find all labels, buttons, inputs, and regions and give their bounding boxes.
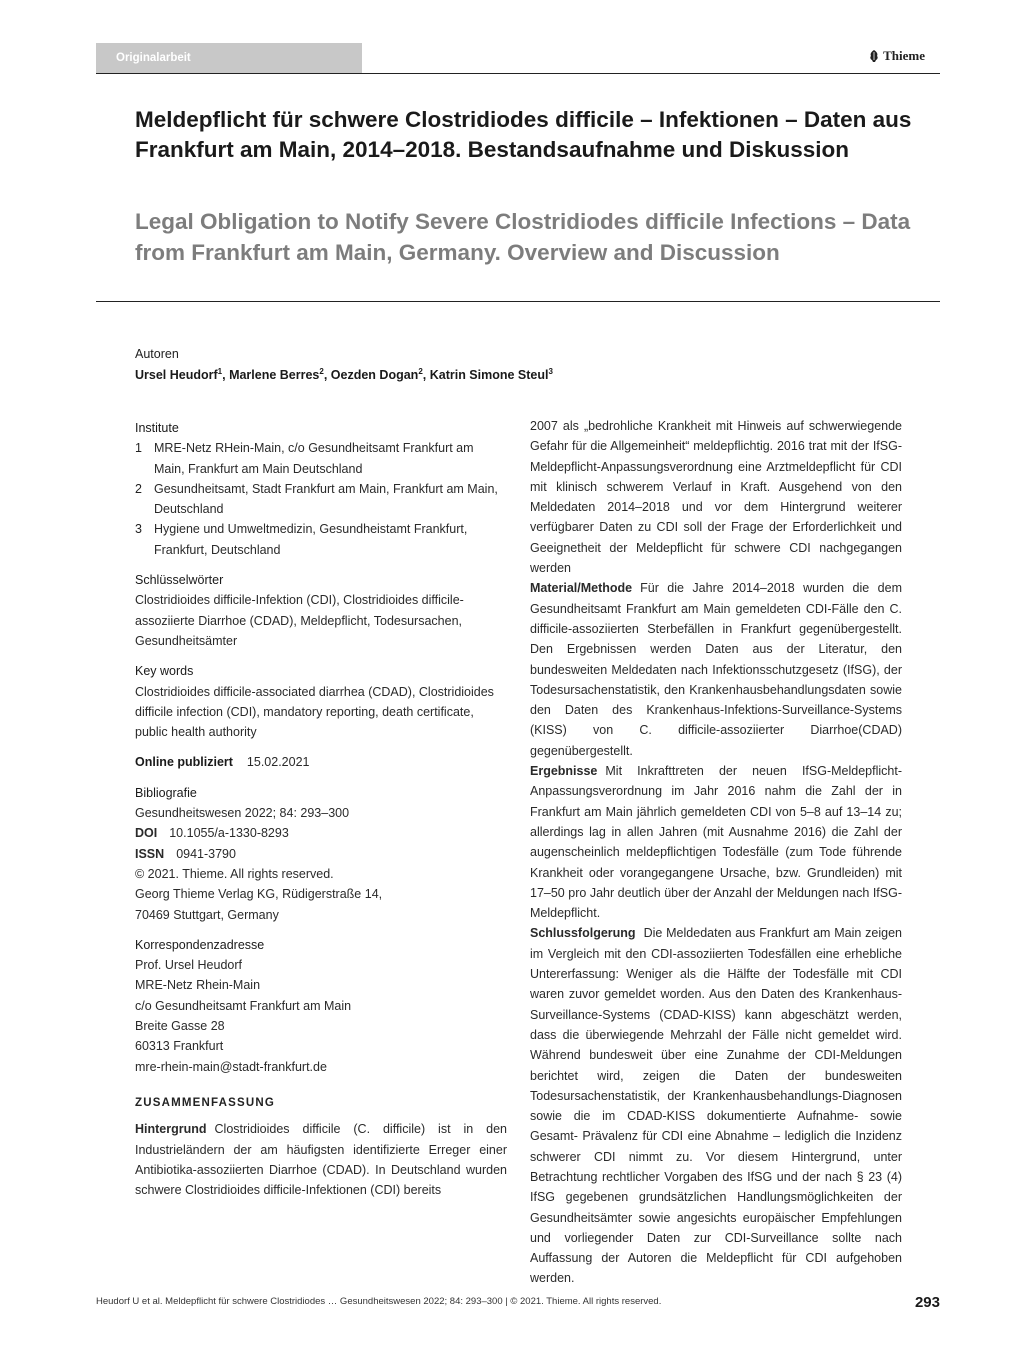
bibliography-label: Bibliografie — [135, 785, 197, 800]
keywords-de-text: Clostridioides difficile-Infektion (CDI), Clostridioides difficile-assoziierte Diarrhoe (CDAD), Meldepflicht, Todesursachen, Gesundheitsämter — [135, 593, 464, 648]
keywords-en-text: Clostridioides difficile-associated diarrhea (CDAD), Clostridioides difficile infection (CDI), mandatory reporting, death certificate, public health authority — [135, 684, 494, 740]
correspondence-line: 60313 Frankfurt — [135, 1039, 224, 1054]
background-label: Hintergrund — [135, 1122, 207, 1137]
summary-methods — [530, 578, 902, 761]
left-column — [135, 418, 507, 1200]
header-rule — [96, 73, 940, 74]
online-label: Online publiziert — [135, 755, 233, 770]
title-english: Legal Obligation to Notify Severe Clostridiodes difficile Infections – Data from Frankfurt am Main, Germany. Overview and Discussion — [135, 209, 911, 265]
section-tag: Originalarbeit — [96, 43, 362, 74]
publisher-name: Thieme — [883, 48, 925, 63]
author: Marlene Berres$^2$, — [229, 367, 331, 383]
online-date: 15.02.2021 — [246, 755, 310, 770]
summary-results — [530, 761, 902, 923]
correspondence-line: c/o Gesundheitsamt Frankfurt am Main — [135, 998, 352, 1013]
summary-conclusion — [530, 923, 902, 1288]
conclusion-label: Schlussfolgerung — [530, 926, 636, 941]
issn-value: 0941-3790 — [176, 846, 236, 861]
correspondence-line: MRE-Netz Rhein-Main — [135, 978, 261, 993]
correspondence-label: Korrespondenzadresse — [135, 937, 265, 952]
results-text: Mit Inkrafttreten der neuen IfSG-Meldepflicht-Anpassungsverordnung im Jahr 2016 nahm die Zahl der in Frankfurt am Main jährlich gemeldeten CDI von 5–8 auf 13–14 zu; allerdings lag in allen Jahren (mit Ausnahme 2016) die Zahl der augenscheinlich meldepflichtigen Todesfälle (zum Tode führende Krankheit oder vorangegangene Ursache, bzw. Grundleiden) mit 17–50 pro Jahr deutlich über der Anzahl der Meldungen nach IfSG-Meldepflicht. — [530, 764, 902, 921]
title-rule — [96, 301, 940, 302]
thieme-logo-icon — [869, 50, 879, 62]
authors-label: Autoren — [135, 347, 179, 361]
correspondence-email[interactable]: mre-rhein-main@stadt-frankfurt.de — [135, 1059, 327, 1074]
correspondence-line: Prof. Ursel Heudorf — [135, 958, 242, 973]
keywords-de-label: Schlüsselwörter — [135, 573, 224, 588]
publisher-address: Georg Thieme Verlag KG, Rüdigerstraße 14, — [135, 887, 383, 902]
correspondence-line: Breite Gasse 28 — [135, 1019, 225, 1034]
summary-background — [135, 1119, 507, 1200]
publisher-brand — [869, 48, 925, 64]
list-item: 2 Gesundheitsamt, Stadt Frankfurt am Main, Frankfurt am Main, Deutschland — [135, 481, 498, 517]
authors-block — [135, 345, 553, 384]
keywords-en-section — [135, 661, 507, 742]
publisher-address: 70469 Stuttgart, Germany — [135, 907, 279, 922]
copyright: © 2021. Thieme. All rights reserved. — [135, 866, 334, 881]
author: Oezden Dogan$^2$, — [330, 367, 430, 383]
right-column — [530, 416, 902, 1289]
institutes-label: Institute — [135, 421, 179, 435]
online-published — [135, 752, 507, 772]
doi-value[interactable]: 10.1055/a-1330-8293 — [169, 826, 289, 841]
methods-text: Für die Jahre 2014–2018 wurden die dem Gesundheitsamt Frankfurt am Main gemeldeten CDI-Fälle den C. difficile-assoziierten Sterbefällen in Frankfurt gegenübergestellt. Den Ergebnissen werden Daten aus der Literatur, den bundesweiten Meldedaten nach Infektionsschutzgesetz (IfSG), der Todesursachenstatistik, den Krankenhausbehandlungsdaten sowie den Daten des Krankenhaus-Infektions-Surveillance-Systems (KISS) von C. difficile-assoziierter Diarrhoe(CDAD) gegenübergestellt. — [530, 581, 902, 758]
keywords-en-label: Key words — [135, 664, 194, 679]
title-german: Meldepflicht für schwere Clostridiodes difficile – Infektionen – Daten aus Frankfurt am Main, 2014–2018. Bestandsaufnahme und Diskussion — [135, 107, 912, 162]
correspondence-section — [135, 935, 507, 1077]
background-text-left: Clostridioides difficile (C. difficile) ist in den Industrieländern der am häufigsten identifizierte Erreger einer Antibiotika-assoziierten Diarrhoe (CDAD). In Deutschland wurden schwere Clostridioides difficile-Infektionen (CDI) bereits — [135, 1122, 507, 1198]
list-item: 3 Hygiene und Umweltmedizin, Gesundheistamt Frankfurt, Frankfurt, Deutschland — [135, 522, 468, 557]
background-text-right: 2007 als „bedrohliche Krankheit mit Hinweis auf schwerwiegende Gefahr für die Allgemeinheit“ meldepflichtig. 2016 trat mit der IfSG-Meldepflicht-Anpassungsverordnung eine Arztmeldepflicht für CDI mit klinisch schwerem Verlauf in Kraft. Ausgehend von den Meldedaten 2014–2018 und vor dem Hintergrund weiterer verfügbarer Daten zu CDI soll der Frage der Erforderlichkeit und Geeignetheit der Meldepflicht für schwere CDI nachgegangen werden — [530, 419, 902, 576]
keywords-de-section — [135, 570, 507, 651]
list-item: 1 MRE-Netz RHein-Main, c/o Gesundheitsamt Frankfurt am Main, Frankfurt am Main Deutschland — [135, 441, 474, 476]
author: Katrin Simone Steul$^3$ — [429, 367, 553, 383]
institutes-section — [135, 418, 507, 560]
bibliography-section — [135, 783, 507, 925]
author: Ursel Heudorf$^1$, — [135, 367, 230, 383]
methods-label: Material/Methode — [530, 581, 633, 596]
page-number: 293 — [914, 1294, 940, 1311]
summary-heading: ZUSAMMENFASSUNG — [135, 1096, 276, 1109]
footer-citation: Heudorf U et al. Meldepflicht für schwere Clostridiodes … Gesundheitswesen 2022; 84: 293–300 | © 2021. Thieme. All rights reserved. — [96, 1296, 662, 1307]
results-label: Ergebnisse — [530, 764, 598, 779]
issn-label: ISSN — [135, 846, 165, 861]
journal-ref: Gesundheitswesen 2022; 84: 293–300 — [135, 806, 350, 821]
conclusion-text: Die Meldedaten aus Frankfurt am Main zeigen im Vergleich mit den CDI-assoziierten Todesfällen eine erhebliche Untererfassung: Weniger als die Hälfte der Todesfälle mit CDI waren zuvor gemeldet worden. Aus den Daten des Krankenhaus-Surveillance-Systems (CDAD-KISS) kann abgeschätzt werden, dass die überwiegende Mehrzahl der Fälle nicht gemeldet wird. Während bundesweit über eine Zunahme der CDI-Meldungen berichtet wird, zeigen die Daten der bundesweiten Todesursachenstatistik, der Krankenhausbehandlungs-Diagnosen sowie die im CDAD-KISS dokumentierte Aufnahme- sowie Gesamt- Prävalenz für CDI eine Abnahme – lediglich die Inzidenz schwerer CDI nimmt zu. Vor diesem Hintergrund, unter Betrachtung rechtlicher Vorgaben des IfSG und der nach § 23 (4) IfSG gegebenen grundsätzlichen Handlungsmöglichkeiten der Gesundheitsämter sowie angesichts europäischer Empfehlungen und vorliegender Daten zur CDI-Surveillance sollte nach Auffassung der Autoren die Meldepflicht für CDI aufgehoben werden. — [530, 926, 902, 1286]
doi-label: DOI — [135, 826, 158, 841]
author-list — [135, 363, 553, 384]
